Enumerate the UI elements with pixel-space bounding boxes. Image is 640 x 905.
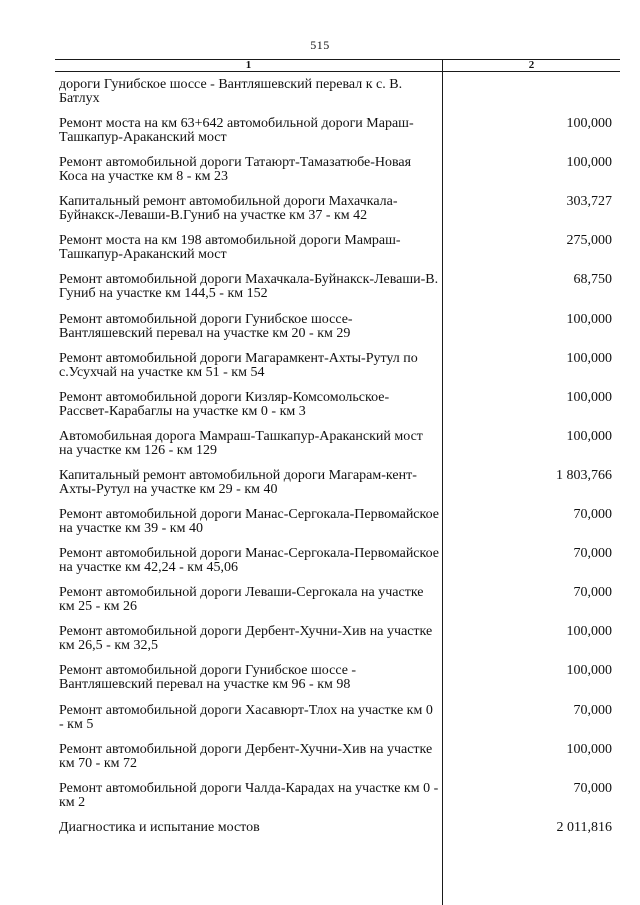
row-description: дороги Гунибское шоссе - Вантляшевский перевал к с. В. Батлух — [59, 77, 403, 106]
table-row — [55, 782, 620, 821]
table-row — [55, 273, 620, 312]
table-row — [55, 508, 620, 547]
row-description: Ремонт автомобильной дороги Манас-Сергокала-Первомайское на участке км 39 - км 40 — [59, 507, 439, 537]
budget-table — [55, 59, 620, 905]
table-row — [55, 704, 620, 743]
row-description: Ремонт автомобильной дороги Дербент-Хучни-Хив на участке км 70 - км 72 — [59, 741, 433, 771]
row-description: Ремонт автомобильной дороги Дербент-Хучни-Хив на участке км 26,5 - км 32,5 — [59, 624, 433, 654]
table-row — [55, 352, 620, 391]
row-amount: 275,000 — [566, 233, 612, 249]
table-row — [55, 821, 620, 860]
row-amount: 2 011,816 — [556, 819, 612, 835]
row-amount: 70,000 — [573, 702, 612, 718]
table-row — [55, 547, 620, 586]
row-amount: 100,000 — [566, 741, 612, 757]
row-amount: 100,000 — [566, 311, 612, 327]
row-description: Ремонт автомобильной дороги Татаюрт-Тамазатюбе-Новая Коса на участке км 8 - км 23 — [59, 155, 412, 185]
row-amount: 70,000 — [573, 546, 612, 562]
table-row — [55, 78, 620, 117]
row-amount: 100,000 — [566, 389, 612, 405]
row-amount: 70,000 — [573, 585, 612, 601]
table-row — [55, 469, 620, 508]
row-description: Ремонт автомобильной дороги Манас-Сергокала-Первомайское на участке км 42,24 - км 45,06 — [59, 546, 439, 576]
row-amount: 68,750 — [573, 272, 612, 288]
table-row — [55, 234, 620, 273]
row-description: Ремонт автомобильной дороги Гунибское шоссе - Вантляшевский перевал на участке км 96 - км 98 — [59, 663, 357, 693]
row-description: Ремонт автомобильной дороги Магарамкент-Ахты-Рутул по с.Усухчай на участке км 51 - км 54 — [59, 350, 418, 380]
row-description: Ремонт автомобильной дороги Кизляр-Комсомольское-Рассвет-Карабаглы на участке км 0 - км 3 — [59, 389, 390, 419]
row-description: Ремонт автомобильной дороги Гунибское шоссе-Вантляшевский перевал на участке км 20 - км 29 — [59, 311, 353, 341]
row-amount: 100,000 — [566, 350, 612, 366]
table-row — [55, 743, 620, 782]
row-amount: 70,000 — [573, 780, 612, 796]
row-amount: 100,000 — [566, 663, 612, 679]
table-row — [55, 313, 620, 352]
row-amount: 1 803,766 — [556, 467, 612, 483]
table-row — [55, 625, 620, 664]
row-description: Ремонт моста на км 198 автомобильной дороги Мамраш-Ташкапур-Араканский мост — [59, 233, 401, 263]
table-row — [55, 430, 620, 469]
row-amount: 100,000 — [566, 428, 612, 444]
table-body — [55, 78, 620, 860]
row-description: Капитальный ремонт автомобильной дороги Магарам-кент-Ахты-Рутул на участке км 29 - км 40 — [59, 467, 417, 497]
row-description: Ремонт моста на км 63+642 автомобильной дороги Мараш-Ташкапур-Араканский мост — [59, 116, 414, 146]
column-header-2: 2 — [528, 59, 535, 71]
row-description: Диагностика и испытание мостов — [59, 819, 260, 835]
row-amount: 100,000 — [566, 155, 612, 171]
row-description: Автомобильная дорога Мамраш-Ташкапур-Араканский мост на участке км 126 - км 129 — [59, 428, 423, 458]
header-bottom-rule — [55, 71, 620, 72]
column-header-1: 1 — [245, 59, 252, 71]
row-description: Капитальный ремонт автомобильной дороги Махачкала-Буйнакск-Леваши-В.Гуниб на участке км 37 - км 42 — [59, 194, 398, 224]
table-row — [55, 664, 620, 703]
table-row — [55, 117, 620, 156]
row-amount: 100,000 — [566, 624, 612, 640]
table-row — [55, 195, 620, 234]
row-amount: 70,000 — [573, 507, 612, 523]
row-amount: 303,727 — [566, 194, 612, 210]
row-description: Ремонт автомобильной дороги Хасавюрт-Тлох на участке км 0 - км 5 — [59, 702, 433, 732]
table-row — [55, 156, 620, 195]
table-row — [55, 586, 620, 625]
row-description: Ремонт автомобильной дороги Махачкала-Буйнакск-Леваши-В. Гуниб на участке км 144,5 - км 152 — [59, 272, 439, 302]
row-description: Ремонт автомобильной дороги Чалда-Карадах на участке км 0 - км 2 — [59, 780, 439, 810]
page-number: 515 — [310, 38, 330, 52]
table-row — [55, 391, 620, 430]
row-amount: 100,000 — [566, 116, 612, 132]
row-description: Ремонт автомобильной дороги Леваши-Сергокала на участке км 25 - км 26 — [59, 585, 424, 615]
